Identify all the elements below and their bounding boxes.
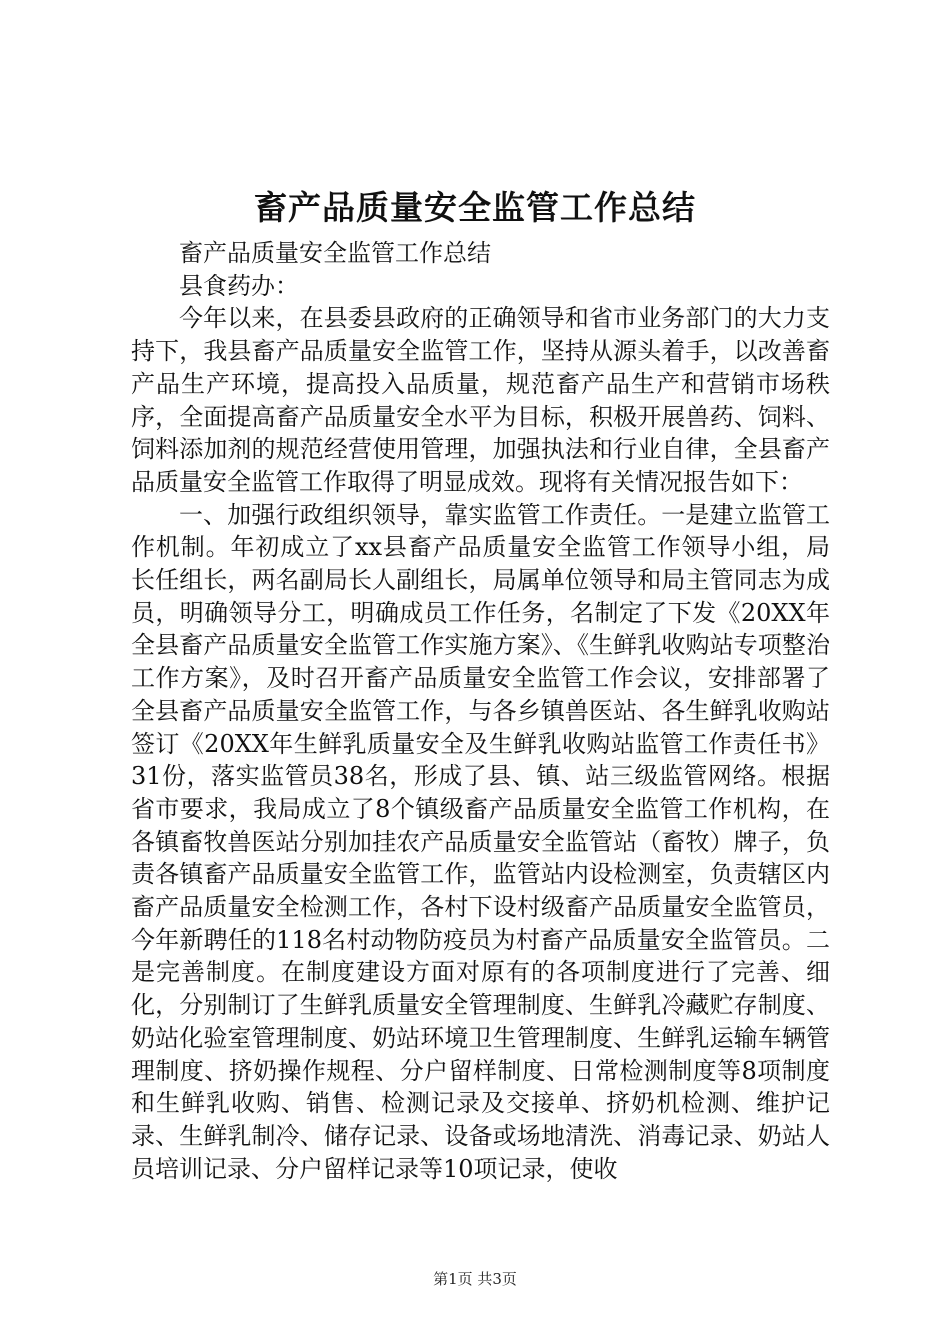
page-footer: 第1页 共3页 xyxy=(433,1270,517,1288)
intro-paragraph: 今年以来，在县委县政府的正确领导和省市业务部门的大力支持下，我县畜产品质量安全监管工作，坚持从源头着手，以改善畜产品生产环境，提高投入品质量，规范畜产品生产和营销市场秩序，全面提高畜产品质量安全水平为目标，积极开展兽药、饲料、饲料添加剂的规范经营使用管理，加强执法和行业自律，全县畜产品质量安全监管工作取得了明显成效。现将有关情况报告如下： xyxy=(131,304,830,496)
document-title: 畜产品质量安全监管工作总结 xyxy=(254,188,696,227)
recipient-paragraph: 县食药办： xyxy=(179,271,299,300)
section-one-paragraph: 一、加强行政组织领导，靠实监管工作责任。一是建立监管工作机制。年初成立了xx县畜产品质量安全监管工作领导小组，局长任组长，两名副局长人副组长，局属单位领导和局主管同志为成员，明确领导分工，明确成员工作任务，名制定了下发《20XX年全县畜产品质量安全监管工作实施方案》、《生鲜乳收购站专项整治工作方案》，及时召开畜产品质量安全监管工作会议，安排部署了全县畜产品质量安全监管工作，与各乡镇兽医站、各生鲜乳收购站签订《20XX年生鲜乳质量安全及生鲜乳收购站监管工作责任书》31份，落实监管员38名，形成了县、镇、站三级监管网络。根据省市要求，我局成立了8个镇级畜产品质量安全监管工作机构，在各镇畜牧兽医站分别加挂农产品质量安全监管站（畜牧）牌子，负责各镇畜产品质量安全监管工作，监管站内设检测室，负责辖区内畜产品质量安全检测工作，各村下设村级畜产品质量安全监管员，今年新聘任的118名村动物防疫员为村畜产品质量安全监管员。二是完善制度。在制度建设方面对原有的各项制度进行了完善、细化，分别制订了生鲜乳质量安全管理制度、生鲜乳冷藏贮存制度、奶站化验室管理制度、奶站环境卫生管理制度、生鲜乳运输车辆管理制度、挤奶操作规程、分户留样制度、日常检测制度等8项制度和生鲜乳收购、销售、检测记录及交接单、挤奶机检测、维护记录、生鲜乳制冷、储存记录、设备或场地清洗、消毒记录、奶站人员培训记录、分户留样记录等10项记录，使收 xyxy=(131,500,830,1183)
subtitle-paragraph: 畜产品质量安全监管工作总结 xyxy=(179,239,491,267)
document-body xyxy=(131,237,830,1185)
